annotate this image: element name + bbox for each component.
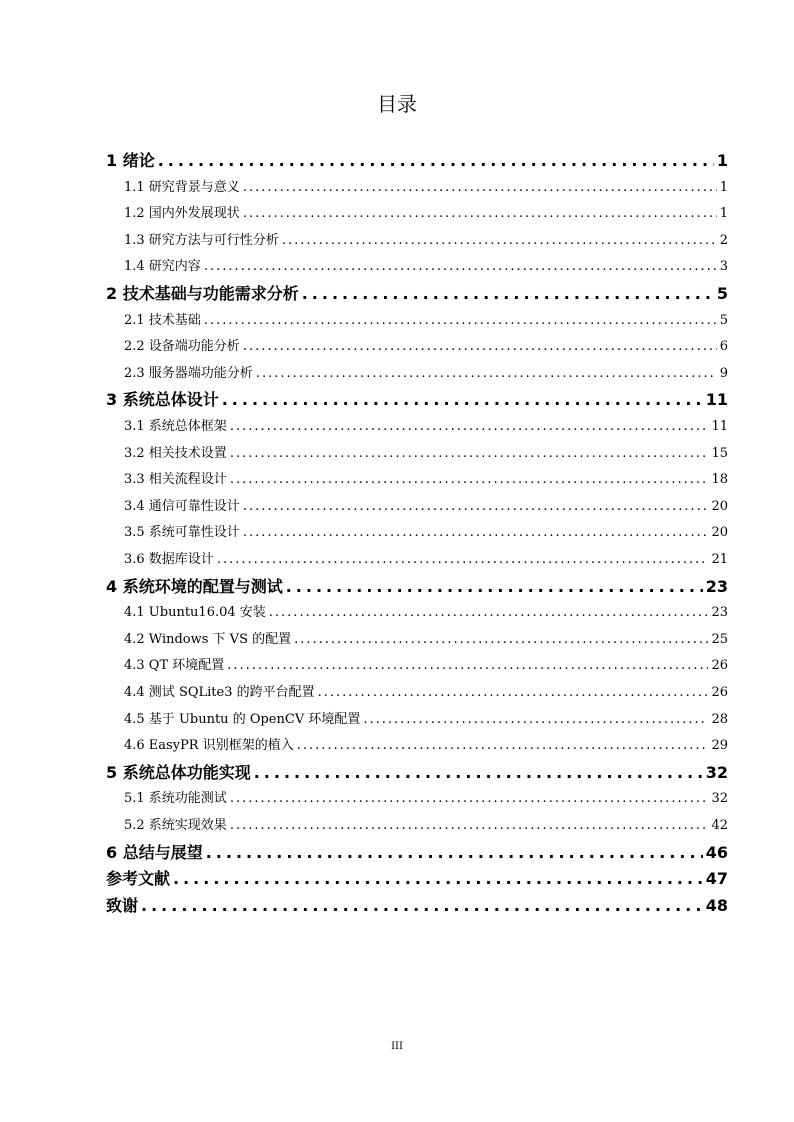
toc-section-entry[interactable] (0, 813, 794, 839)
toc-entry-title: 3.6 数据库设计 (124, 552, 214, 567)
toc-entry-page-number: 5 (716, 284, 728, 303)
toc-section-entry[interactable] (0, 228, 794, 254)
toc-section-entry[interactable] (0, 361, 794, 387)
toc-section-entry[interactable] (0, 494, 794, 520)
toc-chapter-entry[interactable] (0, 840, 794, 866)
toc-chapter-entry[interactable] (0, 866, 794, 892)
toc-entry-page-number: 5 (719, 312, 728, 328)
toc-dot-leader (256, 361, 717, 387)
toc-section-entry[interactable] (0, 175, 794, 201)
toc-entry-title: 1.2 国内外发展现状 (124, 206, 240, 222)
toc-entry-page-number: 26 (711, 685, 728, 700)
toc-section-entry[interactable] (0, 520, 794, 546)
toc-section-entry[interactable] (0, 308, 794, 334)
toc-entry-page-number: 20 (711, 525, 728, 541)
toc-section-entry[interactable] (0, 653, 794, 679)
toc-entry-title: 4.4 测试 SQLite3 的跨平台配置 (124, 685, 315, 700)
toc-entry-page-number: 21 (711, 552, 728, 567)
toc-dot-leader (286, 574, 703, 600)
toc-section-entry[interactable] (0, 627, 794, 653)
toc-section-entry[interactable] (0, 733, 794, 759)
toc-dot-leader (282, 228, 717, 254)
toc-chapter-entry[interactable] (0, 387, 794, 413)
toc-section-entry[interactable] (0, 201, 794, 227)
toc-entry-page-number: 32 (711, 791, 728, 807)
toc-entry-page-number: 3 (719, 259, 728, 275)
toc-dot-leader (206, 840, 703, 866)
toc-entry-title: 5.2 系统实现效果 (124, 818, 227, 833)
toc-dot-leader (141, 893, 703, 919)
toc-chapter-entry[interactable] (0, 760, 794, 786)
toc-entry-title: 4.6 EasyPR 识别框架的植入 (124, 738, 294, 754)
toc-dot-leader (204, 308, 717, 334)
toc-section-entry[interactable] (0, 254, 794, 280)
toc-entry-page-number: 6 (719, 339, 728, 355)
toc-entry-title: 6 总结与展望 (106, 842, 203, 862)
toc-section-entry[interactable] (0, 467, 794, 493)
toc-dot-leader (158, 148, 714, 174)
toc-dot-leader (294, 627, 708, 653)
toc-entry-title: 3.2 相关技术设置 (124, 445, 227, 461)
toc-dot-leader (230, 467, 709, 493)
toc-dot-leader (254, 760, 703, 786)
toc-entry-title: 5.1 系统功能测试 (124, 791, 227, 807)
toc-entry-page-number: 1 (719, 206, 728, 222)
toc-entry-title: 2 技术基础与功能需求分析 (106, 284, 299, 303)
toc-dot-leader (243, 175, 717, 201)
toc-entry-page-number: 46 (705, 842, 728, 862)
toc-dot-leader (230, 414, 709, 440)
toc-dot-leader (318, 680, 709, 706)
toc-section-entry[interactable] (0, 680, 794, 706)
page-number-footer: III (391, 1041, 403, 1052)
toc-dot-leader (173, 866, 703, 892)
toc-entry-title: 1.1 研究背景与意义 (124, 179, 240, 195)
toc-entry-page-number: 28 (711, 711, 728, 727)
toc-dot-leader (230, 786, 709, 812)
toc-entry-title: 4.5 基于 Ubuntu 的 OpenCV 环境配置 (124, 711, 361, 727)
toc-section-entry[interactable] (0, 547, 794, 573)
toc-section-entry[interactable] (0, 414, 794, 440)
toc-entry-page-number: 32 (705, 762, 728, 782)
toc-entry-title: 3 系统总体设计 (106, 390, 219, 410)
toc-entry-title: 1.3 研究方法与可行性分析 (124, 232, 279, 248)
toc-entry-page-number: 15 (711, 445, 728, 461)
toc-entry-title: 5 系统总体功能实现 (106, 762, 251, 782)
toc-entry-page-number: 11 (705, 390, 728, 410)
toc-entry-page-number: 42 (711, 818, 728, 833)
toc-dot-leader (217, 547, 709, 573)
toc-entry-page-number: 9 (719, 365, 728, 381)
toc-section-entry[interactable] (0, 441, 794, 467)
toc-entry-page-number: 2 (719, 232, 728, 248)
toc-entry-title: 4 系统环境的配置与测试 (106, 576, 283, 596)
toc-entry-title: 4.3 QT 环境配置 (124, 658, 225, 674)
toc-entry-page-number: 47 (705, 869, 728, 889)
toc-entry-page-number: 48 (705, 895, 728, 915)
toc-entry-title: 1 绪论 (106, 151, 155, 170)
toc-entry-title: 2.3 服务器端功能分析 (124, 365, 253, 381)
toc-entry-page-number: 23 (705, 576, 728, 596)
toc-entry-title: 3.4 通信可靠性设计 (124, 498, 240, 514)
toc-dot-leader (243, 201, 717, 227)
toc-entry-title: 2.2 设备端功能分析 (124, 339, 240, 355)
toc-dot-leader (222, 387, 703, 413)
toc-dot-leader (230, 813, 709, 839)
toc-dot-leader (269, 600, 709, 626)
toc-entry-title: 3.5 系统可靠性设计 (124, 525, 240, 541)
toc-dot-leader (297, 733, 709, 759)
toc-dot-leader (243, 334, 717, 360)
toc-entry-title: 3.3 相关流程设计 (124, 472, 227, 488)
toc-dot-leader (230, 441, 709, 467)
toc-section-entry[interactable] (0, 600, 794, 626)
toc-dot-leader (363, 707, 708, 733)
toc-entry-page-number: 26 (711, 658, 728, 674)
toc-chapter-entry[interactable] (0, 893, 794, 919)
toc-dot-leader (243, 520, 709, 546)
toc-entry-page-number: 18 (711, 472, 728, 488)
toc-entry-page-number: 29 (711, 738, 728, 754)
toc-dot-leader (227, 653, 708, 679)
toc-section-entry[interactable] (0, 334, 794, 360)
toc-entry-title: 1.4 研究内容 (124, 259, 201, 275)
toc-entry-title: 4.1 Ubuntu16.04 安装 (124, 605, 266, 621)
toc-dot-leader (302, 281, 714, 307)
toc-chapter-entry[interactable] (0, 574, 794, 600)
toc-entry-title: 参考文献 (106, 869, 171, 889)
toc-entry-page-number: 1 (716, 151, 728, 170)
toc-entry-page-number: 25 (711, 631, 728, 647)
toc-section-entry[interactable] (0, 786, 794, 812)
toc-chapter-entry[interactable] (0, 281, 794, 307)
toc-entry-page-number: 20 (711, 498, 728, 514)
toc-section-entry[interactable] (0, 707, 794, 733)
toc-entry-title: 2.1 技术基础 (124, 312, 201, 328)
toc-entry-page-number: 1 (719, 179, 728, 195)
page-title: 目录 (377, 92, 417, 116)
toc-dot-leader (243, 494, 709, 520)
toc-entry-title: 3.1 系统总体框架 (124, 419, 227, 434)
toc-entry-title: 致谢 (106, 895, 139, 915)
toc-entry-page-number: 11 (711, 419, 728, 434)
toc-entry-page-number: 23 (711, 605, 728, 621)
toc-chapter-entry[interactable] (0, 148, 794, 174)
toc-dot-leader (204, 254, 717, 280)
toc-entry-title: 4.2 Windows 下 VS 的配置 (124, 631, 292, 647)
